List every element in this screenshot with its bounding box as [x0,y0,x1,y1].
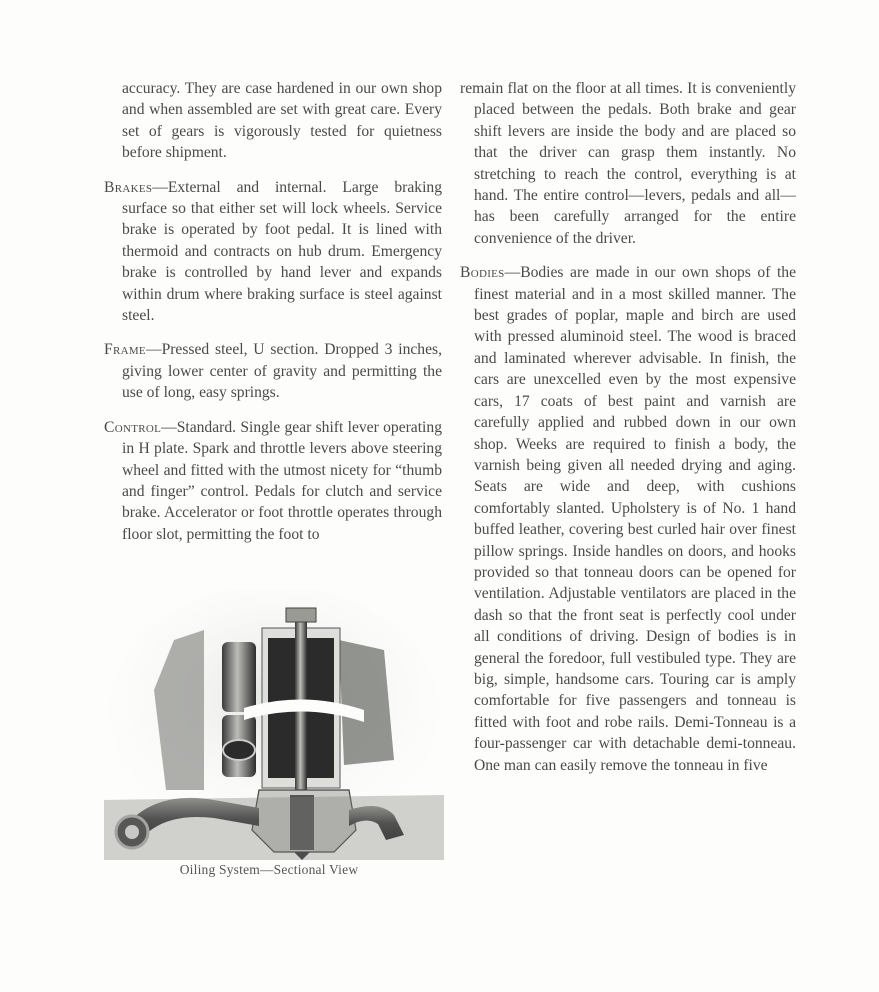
right-column [460,78,796,789]
paragraph-bodies [460,262,796,776]
paragraph-control [104,417,442,545]
paragraph-frame [104,339,442,403]
heading-brakes: Brakes [104,178,153,196]
paragraph-brakes [104,177,442,327]
oiling-system-drawing [94,590,444,860]
text-control: —Standard. Single gear shift lever operating in H plate. Spark and throttle levers above steering wheel and fitted with the utmost nicety for “thumb and finger” control. Pedals for clutch and service brake. Accelerator or foot throttle operates through floor slot, permitting the foot to [122,418,442,543]
oiling-system-illustration [94,590,444,860]
paragraph-control-continued: remain flat on the floor at all times. It is conveniently placed between the pedals. Both brake and gear shift levers are inside the body and are placed so that the driver can grasp them instantly. No stretching to reach the control, everything is at hand. The entire control—levers, pedals and all—has been carefully arranged for the entire convenience of the driver. [460,80,796,247]
heading-control: Control [104,418,162,436]
text-brakes: —External and internal. Large braking surface so that either set will lock wheels. Service brake is operated by foot pedal. It is lined with thermoid and contracts on hub drum. Emergency brake is controlled by hand lever and expands within drum where braking surface is steel against steel. [122,178,442,325]
text-bodies: —Bodies are made in our own shops of the finest material and in a most skilled manner. The best grades of poplar, maple and birch are used with pressed aluminoid steel. The wood is braced and laminated wherever advisable. In finish, the cars are unexcelled even by the most expensive cars, 17 coats of best paint and varnish are carefully applied and rubbed down in our own shop. Weeks are required to finish a body, the varnish being given all needed drying and aging. Seats are wide and deep, with cushions comfortably slanted. Upholstery is of No. 1 hand buffed leather, covering best curled hair over finest pillow springs. Inside handles on doors, and hooks provided so that tonneau doors can be opened for ventilation. Adjustable ventilators are placed in the dash so that the front seat is perfectly cool under all conditions of driving. Design of bodies is in general the foredoor, full vestibuled type. They are big, simple, handsome cars. Touring car is amply comfortable for five passengers and tonneau is fitted with foot and robe rails. Demi-Tonneau is a four-passenger car with detachable demi-tonneau. One man can easily remove the tonneau in five [474,264,796,774]
left-column [104,78,442,558]
heading-frame: Frame [104,341,146,359]
paragraph-gears-accuracy: accuracy. They are case hardened in our own shop and when assembled are set with great care. Every set of gears is vigorously tested for quietness before shipment. [122,80,442,162]
figure-caption: Oiling System—Sectional View [179,862,359,877]
text-frame: —Pressed steel, U section. Dropped 3 inches, giving lower center of gravity and permitting the use of long, easy springs. [122,341,442,402]
heading-bodies: Bodies [460,264,505,282]
